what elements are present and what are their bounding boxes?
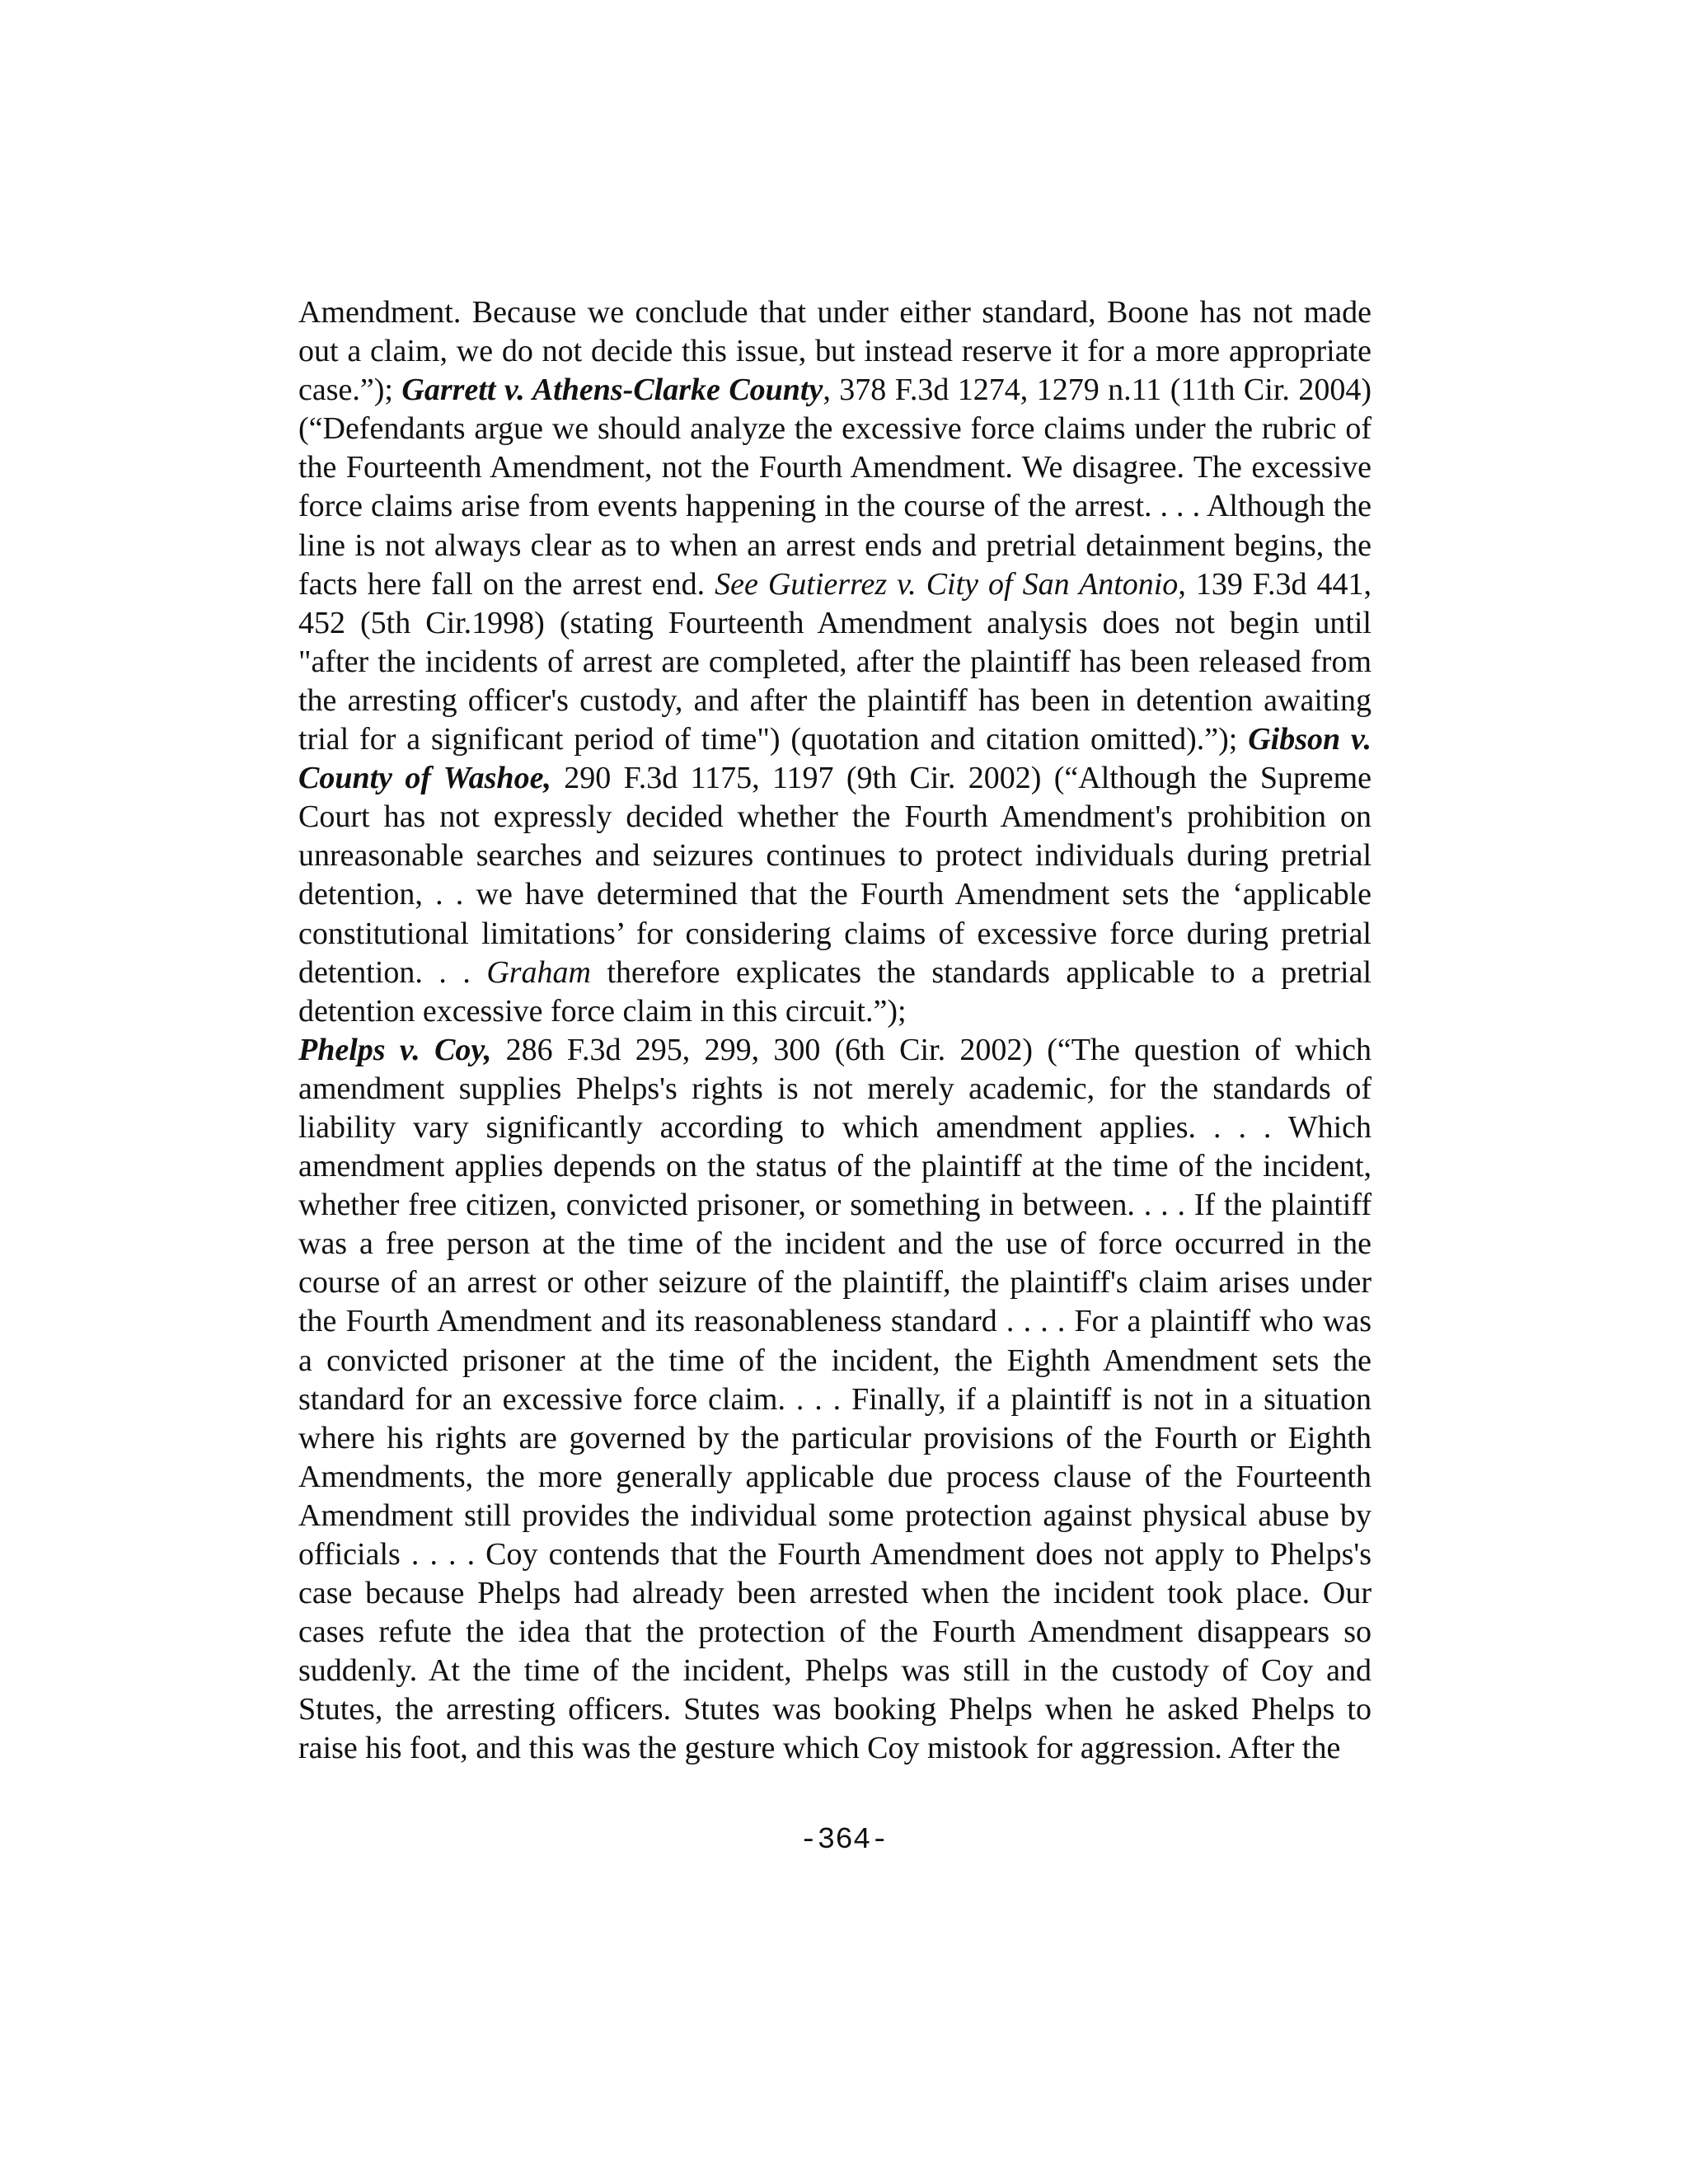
- page-number: -364-: [799, 1823, 889, 1857]
- text-segment: 286 F.3d 295, 299, 300 (6th Cir. 2002) (“The question of which amendment supplies Phelps's rights is not merely academic, for the standards of liability vary significantly according to which amendment applies. . . . Which amendment applies depends on the status of the plaintiff at the time of the incident, whether free citizen, convicted prisoner, or something in between. . . . If the plaintiff was a free person at the time of the incident and the use of force occurred in the course of an arrest or other seizure of the plaintiff, the plaintiff's claim arises under the Fourth Amendment and its reasonableness standard . . . . For a plaintiff who was a convicted prisoner at the time of the incident, the Eighth Amendment sets the standard for an excessive force claim. . . . Finally, if a plaintiff is not in a situation where his rights are governed by the particular provisions of the Fourth or Eighth Amendments, the more generally applicable due process clause of the Fourteenth Amendment still provides the individual some protection against physical abuse by officials . . . . Coy contends that the Fourth Amendment does not apply to Phelps's case because Phelps had already been arrested when the incident took place. Our cases refute the idea that the protection of the Fourth Amendment disappears so suddenly. At the time of the incident, Phelps was still in the custody of Coy and Stutes, the arresting officers. Stutes was booking Phelps when he asked Phelps to raise his foot, and this was the gesture which Coy mistook for aggression. After the: [298, 1032, 1372, 1766]
- text-segment: , 378 F.3d 1274, 1279 n.11 (11th Cir. 2004) (“Defendants argue we should analyze the excessive force claims under the rubric of the Fourteenth Amendment, not the Fourth Amendment. We disagree. The excessive force claims arise from events happening in the course of the arrest. . . . Although the line is not always clear as to when an arrest ends and pretrial detainment begins, the facts here fall on the arrest end.: [298, 373, 1372, 602]
- text-segment: 290 F.3d 1175, 1197 (9th Cir. 2002) (“Although the Supreme Court has not expressly decided whether the Fourth Amendment's prohibition on unreasonable searches and seizures continues to protect individuals during pretrial detention, . . we have determined that the Fourth Amendment sets the ‘applicable constitutional limitations’ for considering claims of excessive force during pretrial detention. . .: [298, 761, 1372, 990]
- case-name-phelps: Phelps v. Coy,: [298, 1032, 492, 1067]
- case-name-gibson: Gibson v. County of Washoe,: [298, 722, 1372, 796]
- case-name-garrett: Garrett v. Athens-Clarke County: [401, 373, 823, 408]
- case-citation-gutierrez: See Gutierrez v. City of San Antonio: [715, 566, 1179, 602]
- body-paragraph: [298, 293, 1372, 1769]
- text-segment: therefore explicates the standards applicable to a pretrial detention excessive force claim in this circuit.”);: [298, 954, 1372, 1029]
- case-name-graham: Graham: [486, 954, 591, 990]
- text-segment: Amendment. Because we conclude that under either standard, Boone has not made out a claim, we do not decide this issue, but instead reserve it for a more appropriate case.”);: [298, 295, 1372, 408]
- text-segment: , 139 F.3d 441, 452 (5th Cir.1998) (stating Fourteenth Amendment analysis does not begin until "after the incidents of arrest are completed, after the plaintiff has been released from the arresting officer's custody, and after the plaintiff has been in detention awaiting trial for a significant period of time") (quotation and citation omitted).”);: [298, 566, 1372, 757]
